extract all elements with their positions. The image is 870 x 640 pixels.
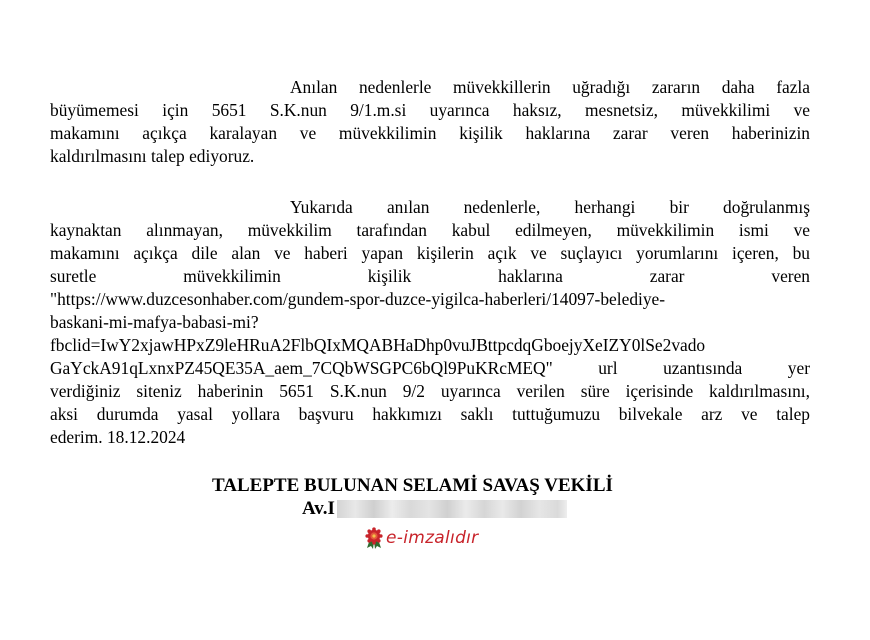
seal-icon xyxy=(364,527,384,549)
paragraph-final-request xyxy=(50,196,810,449)
url-line: "https://www.duzcesonhaber.com/gundem-spor-duzce-yigilca-haberleri/14097-belediye- xyxy=(50,289,666,309)
paragraph-line: Yukarıda anılan nedenlerle, herhangi bir doğrulanmış xyxy=(290,197,810,217)
url-line: baskani-mi-mafya-babasi-mi? xyxy=(50,312,259,332)
e-signature-label: e-imzalıdır xyxy=(386,528,479,548)
paragraph-line: suretle müvekkilimin kişilik haklarına zarar veren xyxy=(50,266,810,286)
url-line: fbclid=IwY2xjawHPxZ9leHRuA2FlbQIxMQABHaDhp0vuJBttpcdqGboejyXeIZY0lSe2vado xyxy=(50,335,706,355)
redacted-name-block xyxy=(337,500,567,518)
signature-name: Av.I xyxy=(302,498,335,519)
signature-title: TALEPTE BULUNAN SELAMİ SAVAŞ VEKİLİ xyxy=(212,475,613,496)
paragraph-line: Anılan nedenlerle müvekkillerin uğradığı zararın daha fazla xyxy=(290,77,810,97)
paragraph-line: aksi durumda yasal yollara başvuru hakkımızı saklı tuttuğumuzu bilvekale arz ve talep xyxy=(50,404,810,424)
paragraph-request-removal xyxy=(50,76,810,168)
paragraph-line: makamını açıkça karalayan ve müvekkilimin kişilik haklarına zarar veren haberinizin xyxy=(50,123,810,143)
paragraph-line: kaynaktan alınmayan, müvekkilim tarafından kabul edilmeyen, müvekkilimin ismi ve xyxy=(50,220,810,240)
paragraph-line: verdiğiniz siteniz haberinin 5651 S.K.nun 9/2 uyarınca verilen süre içerisinde kaldırılmasını, xyxy=(50,381,810,401)
paragraph-line: makamını açıkça dile alan ve haberi yapan kişilerin açık ve suçlayıcı yorumlarını içeren, bu xyxy=(50,243,810,263)
paragraph-line: GaYckA91qLxnxPZ45QE35A_aem_7CQbWSGPC6bQl9PuKRcMEQ" url uzantısında yer xyxy=(50,358,810,378)
e-signature-stamp xyxy=(364,526,478,550)
paragraph-line: büyümemesi için 5651 S.K.nun 9/1.m.si uyarınca haksız, mesnetsiz, müvekkilimi ve xyxy=(50,100,810,120)
paragraph-line: kaldırılmasını talep ediyoruz. xyxy=(50,146,255,166)
paragraph-line-date: ederim. 18.12.2024 xyxy=(50,427,186,447)
signature-name-row xyxy=(302,498,567,520)
